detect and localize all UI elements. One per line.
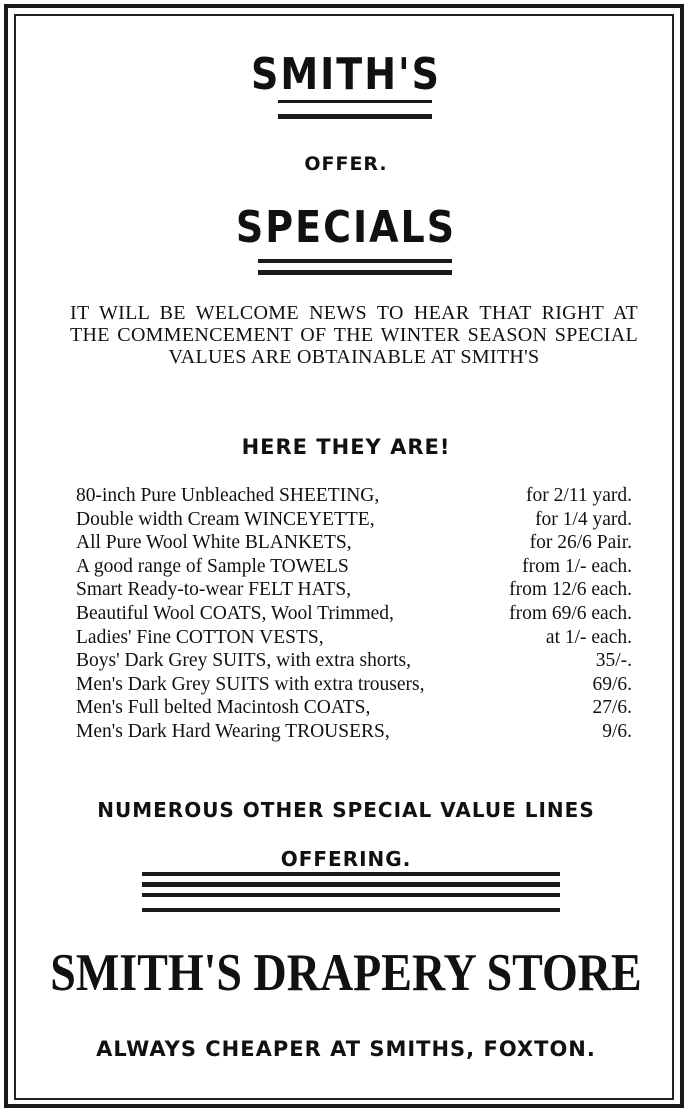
here-heading: HERE THEY ARE! [241, 435, 451, 459]
item-description: Boys' Dark Grey SUITS, with extra shorts, [76, 650, 411, 672]
item-price: at 1/- each. [545, 626, 632, 648]
list-item [76, 673, 632, 697]
offer-text: OFFER. [304, 153, 388, 175]
list-item [76, 649, 632, 673]
offering-text: OFFERING. [280, 847, 412, 871]
list-item [76, 555, 632, 579]
rule-footer-2 [142, 882, 560, 887]
item-price: 9/6. [602, 720, 632, 742]
item-description: A good range of Sample TOWELS [76, 555, 349, 577]
item-price: for 26/6 Pair. [529, 532, 632, 554]
item-price: 69/6. [592, 673, 632, 695]
numerous-lines-text: NUMEROUS OTHER SPECIAL VALUE LINES [97, 798, 595, 822]
item-description: 80-inch Pure Unbleached SHEETING, [76, 485, 380, 506]
list-item [76, 508, 632, 532]
list-item [76, 484, 632, 508]
item-price: from 12/6 each. [509, 579, 632, 601]
item-price: from 1/- each. [522, 555, 632, 577]
item-description: Men's Dark Hard Wearing TROUSERS, [76, 720, 390, 742]
item-description: All Pure Wool White BLANKETS, [76, 532, 352, 554]
list-item [76, 578, 632, 602]
item-price: 27/6. [592, 697, 632, 719]
heading-specials: SPECIALS [235, 201, 457, 253]
item-list [76, 484, 632, 744]
item-description: Men's Full belted Macintosh COATS, [76, 697, 371, 719]
item-price: for 1/4 yard. [535, 508, 632, 530]
item-description: Beautiful Wool COATS, Wool Trimmed, [76, 602, 394, 624]
rule-smiths-2 [278, 114, 432, 119]
heading-smiths: SMITH'S [250, 48, 442, 100]
rule-smiths-1 [278, 100, 432, 103]
item-description: Double width Cream WINCEYETTE, [76, 508, 375, 530]
list-item [76, 531, 632, 555]
item-price: from 69/6 each. [509, 602, 632, 624]
rule-footer-4 [142, 908, 560, 912]
item-description: Ladies' Fine COTTON VESTS, [76, 626, 324, 648]
list-item [76, 720, 632, 744]
rule-specials-2 [258, 270, 452, 275]
intro-paragraph: IT WILL BE WELCOME NEWS TO HEAR THAT RIGHT AT THE COMMENCEMENT OF THE WINTER SEASON SPECIAL VALUES ARE OBTAINABLE AT SMITH'S [70, 302, 638, 368]
rule-specials-1 [258, 259, 452, 263]
item-price: for 2/11 yard. [526, 485, 632, 506]
tagline: ALWAYS CHEAPER AT SMITHS, FOXTON. [96, 1037, 596, 1061]
list-item [76, 696, 632, 720]
rule-footer-3 [142, 893, 560, 897]
list-item [76, 602, 632, 626]
rule-footer-1 [142, 872, 560, 876]
item-description: Smart Ready-to-wear FELT HATS, [76, 579, 352, 601]
store-name: SMITH'S DRAPERY STORE [50, 942, 642, 1002]
list-item [76, 626, 632, 650]
item-description: Men's Dark Grey SUITS with extra trousers, [76, 673, 425, 695]
item-price: 35/-. [595, 650, 632, 672]
